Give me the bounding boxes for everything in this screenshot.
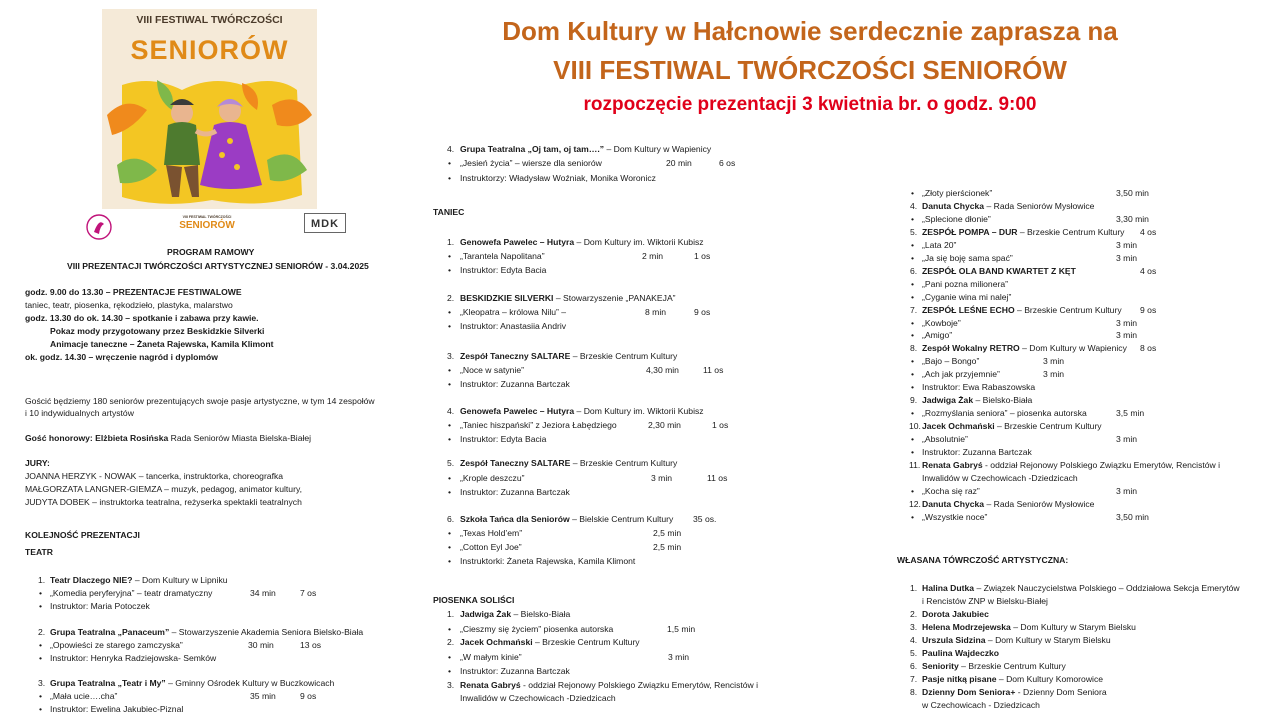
- taniec-item-work: „Cotton Eyl Joe”: [460, 542, 522, 552]
- right-item-work: „Lata 20”: [922, 240, 957, 250]
- schedule-line-3: godz. 13.30 do ok. 14.30 – spotkanie i zabawa przy kawie.: [25, 313, 259, 323]
- taniec-item-instructor: Instruktor: Anastasiia Andriv: [460, 321, 567, 331]
- right-item-org: – Bielsko-Biała: [973, 395, 1033, 405]
- teatr-item-org: – Dom Kultury w Lipniku: [132, 575, 228, 585]
- right-item-number: 9.: [910, 395, 918, 405]
- wlasna-item-name: Dzienny Dom Seniora+: [922, 687, 1016, 697]
- right-item-time: 3 min: [1116, 253, 1138, 263]
- taniec-item-1: [460, 236, 704, 249]
- bullet: •: [39, 601, 43, 611]
- taniec-item-instructor: Instruktor: Edyta Bacia: [460, 265, 547, 275]
- taniec-item-work: „Noce w satynie”: [460, 365, 524, 375]
- right-item-org: – Rada Seniorów Mysłowice: [984, 499, 1095, 509]
- bullet: •: [448, 487, 452, 497]
- bullet: •: [911, 330, 915, 340]
- taniec-item-people: 1 os: [712, 420, 729, 430]
- right-item-people: 9 os: [1140, 305, 1157, 315]
- wlasna-item-org: – Dom Kultury Komorowice: [996, 674, 1104, 684]
- taniec-item-people: 9 os: [694, 307, 711, 317]
- teatr-item-1-number: 1.: [38, 575, 46, 585]
- bullet: •: [39, 653, 43, 663]
- piosenka-item-org-cont: Inwalidów w Czechowicach -Dziedzicach: [460, 693, 616, 703]
- right-item: [922, 226, 1124, 239]
- wlasna-item-org: - Dzienny Dom Seniora: [1015, 687, 1107, 697]
- teatr-item-time: 34 min: [250, 588, 276, 598]
- right-item-number: 5.: [910, 227, 918, 237]
- right-item-org: – Brzeskie Centrum Kultury: [994, 421, 1102, 431]
- right-item-work: „Wszystkie noce”: [922, 512, 988, 522]
- right-item-work: „Kowboje”: [922, 318, 961, 328]
- jury-member: JOANNA HERZYK - NOWAK – tancerka, instruktorka, choreografka: [25, 471, 284, 481]
- wlasna-item-number: 1.: [910, 583, 918, 593]
- piosenka-item-3-number: 3.: [447, 680, 455, 690]
- taniec-item-name: Zespół Taneczny SALTARE: [460, 351, 571, 361]
- right-item-work: „Złoty pierścionek”: [922, 188, 993, 198]
- piosenka-item-org: – Brzeskie Centrum Kultury: [532, 637, 640, 647]
- bullet: •: [911, 188, 915, 198]
- taniec-item-1-number: 1.: [447, 237, 455, 247]
- wlasna-item-name: Urszula Sidzina: [922, 635, 986, 645]
- festival-poster: [102, 9, 317, 209]
- taniec-item-work: „Tarantela Napolitana”: [460, 251, 545, 261]
- wlasna-item-number: 6.: [910, 661, 918, 671]
- wlasna-item: [922, 686, 1107, 699]
- teatr-item-2: [50, 626, 363, 639]
- wlasna-item-name: Halina Dutka: [922, 583, 975, 593]
- honor-guest-name: Gość honorowy: Elżbieta Rosińska: [25, 433, 169, 443]
- taniec-item-6-number: 6.: [447, 514, 455, 524]
- teatr-item-time: 30 min: [248, 640, 274, 650]
- right-item-time: 3 min: [1116, 330, 1138, 340]
- taniec-item-5: [460, 457, 677, 470]
- teatr-item-3: [50, 677, 334, 690]
- taniec-item-org: – Dom Kultury im. Wiktorii Kubisz: [574, 406, 704, 416]
- piosenka-title: PIOSENKA SOLIŚCI: [433, 595, 515, 605]
- mdk-logo-text: MDK: [310, 218, 340, 230]
- right-item: [922, 394, 1032, 407]
- wlasna-item-org: – Dom Kultury w Starym Bielsku: [985, 635, 1111, 645]
- right-item-work: „Rozmyślania seniora” – piosenka autorska: [922, 408, 1087, 418]
- piosenka-item-time: 1,5 min: [667, 624, 696, 634]
- right-item-name: Danuta Chycka: [922, 201, 985, 211]
- teatr-item-time: 35 min: [250, 691, 276, 701]
- wlasna-item-name: Paulina Wajdeczko: [922, 648, 1000, 658]
- schedule-line-5: Animacje taneczne – Żaneta Rajewska, Kamila Klimont: [50, 339, 274, 349]
- right-item-number: 10.: [909, 421, 921, 431]
- right-item: [922, 459, 1220, 472]
- right-item-people: 8 os: [1140, 343, 1157, 353]
- wlasna-item-org-cont: w Czechowicach - Dziedzicach: [922, 700, 1040, 710]
- right-item: [922, 342, 1127, 355]
- right-item-work: Instruktor: Zuzanna Bartczak: [922, 447, 1032, 457]
- teatr-item-name: Grupa Teatralna „Panaceum”: [50, 627, 170, 637]
- taniec-item-people: 1 os: [694, 251, 711, 261]
- poster-top-text: VIII FESTIWAL TWÓRCZOŚCI: [136, 14, 283, 26]
- wlasna-item-number: 4.: [910, 635, 918, 645]
- right-item-org: – Brzeskie Centrum Kultury: [1014, 305, 1122, 315]
- teatr-item-time: 20 min: [666, 158, 692, 168]
- bullet: •: [911, 434, 915, 444]
- bullet: •: [911, 447, 915, 457]
- taniec-item-time: 4,30 min: [646, 365, 679, 375]
- taniec-item-time: 3 min: [651, 473, 673, 483]
- bullet: •: [448, 158, 452, 168]
- bullet: •: [448, 265, 452, 275]
- taniec-item-4: [460, 405, 704, 418]
- bullet: •: [911, 486, 915, 496]
- teatr-item-instructor: Instruktor: Maria Potoczek: [50, 601, 150, 611]
- wlasna-item-number: 2.: [910, 609, 918, 619]
- teatr-item-instructor: Instruktor: Henryka Radziejowska- Semków: [50, 653, 217, 663]
- bullet: •: [911, 369, 915, 379]
- mdk-logo: [304, 213, 346, 233]
- right-item-time: 3,50 min: [1116, 512, 1149, 522]
- bullet: •: [911, 382, 915, 392]
- bullet: •: [911, 318, 915, 328]
- teatr-item-instructor: Instruktorzy: Władysław Woźniak, Monika Woronicz: [460, 173, 656, 183]
- teatr-item-people: 7 os: [300, 588, 317, 598]
- right-item: [922, 420, 1102, 433]
- bullet: •: [39, 640, 43, 650]
- bullet: •: [39, 588, 43, 598]
- guests-line-1: Gościć będziemy 180 seniorów prezentujących swoje pasje artystyczne, w tym 14 zespołów: [25, 396, 375, 406]
- taniec-item-instructor: Instruktorki: Żaneta Rajewska, Kamila Klimont: [460, 556, 636, 566]
- right-item-time: 3,30 min: [1116, 214, 1149, 224]
- right-item-org: – Brzeskie Centrum Kultury: [1017, 227, 1125, 237]
- teatr-item-2-number: 2.: [38, 627, 46, 637]
- right-item-name: ZESPÓŁ LEŚNE ECHO: [922, 305, 1015, 315]
- bullet: •: [39, 704, 43, 714]
- wlasna-item-number: 5.: [910, 648, 918, 658]
- taniec-item-name: Genowefa Pawelec – Hutyra: [460, 237, 575, 247]
- taniec-item-time: 2 min: [642, 251, 664, 261]
- taniec-item-time: 2,5 min: [653, 542, 682, 552]
- right-item: [922, 200, 1094, 213]
- taniec-item-name: Zespół Taneczny SALTARE: [460, 458, 571, 468]
- bullet: •: [448, 251, 452, 261]
- piosenka-item-work: „Cieszmy się życiem” piosenka autorska: [460, 624, 614, 634]
- poster-big-text: SENIORÓW: [130, 35, 289, 65]
- teatr-item-people: 13 os: [300, 640, 322, 650]
- wlasna-item-name: Pasje nitką pisane: [922, 674, 997, 684]
- bullet: •: [448, 556, 452, 566]
- wlasna-item: [922, 634, 1111, 647]
- wlasna-item: [922, 647, 999, 660]
- schedule-line-6: ok. godz. 14.30 – wręczenie nagród i dyplomów: [25, 352, 218, 362]
- bullet: •: [448, 434, 452, 444]
- right-item-number: 4.: [910, 201, 918, 211]
- right-item-time: 3 min: [1043, 356, 1065, 366]
- bullet: •: [911, 240, 915, 250]
- bullet: •: [448, 652, 452, 662]
- right-item-time: 3 min: [1043, 369, 1065, 379]
- taniec-item-work: „Krople deszczu”: [460, 473, 525, 483]
- wlasna-item-number: 7.: [910, 674, 918, 684]
- piosenka-item-name: Jacek Ochmański: [460, 637, 533, 647]
- teatr-item-work: „Mała ucie….cha”: [50, 691, 118, 701]
- taniec-item-org: – Brzeskie Centrum Kultury: [570, 458, 678, 468]
- guests-line-2: i 10 indywidualnych artystów: [25, 408, 134, 418]
- order-title: KOLEJNOŚĆ PREZENTACJI: [25, 530, 140, 540]
- bullet: •: [911, 214, 915, 224]
- right-item-time: 3,5 min: [1116, 408, 1145, 418]
- right-item: [922, 265, 1076, 278]
- wlasna-item-name: Helena Modrzejewska: [922, 622, 1011, 632]
- taniec-item-time: 2,5 min: [653, 528, 682, 538]
- poster-illustration: [102, 75, 317, 209]
- header-line-2: VIII FESTIWAL TWÓRCZOŚCI SENIORÓW: [553, 55, 1067, 85]
- wlasna-title: WŁASANA TÓWRCZOŚĆ ARTYSTYCZNA:: [897, 555, 1069, 565]
- teatr-item-instructor: Instruktor: Ewelina Jakubiec-Piznal: [50, 704, 184, 714]
- wlasna-item-org: – Brzeskie Centrum Kultury: [958, 661, 1066, 671]
- right-item-work: „Ach jak przyjemnie”: [922, 369, 1000, 379]
- bullet: •: [448, 307, 452, 317]
- program-title: PROGRAM RAMOWY: [167, 247, 255, 257]
- piosenka-item-2-number: 2.: [447, 637, 455, 647]
- right-item: [922, 304, 1122, 317]
- taniec-item-4-number: 4.: [447, 406, 455, 416]
- honor-guest-org: Rada Seniorów Miasta Bielska-Białej: [168, 433, 312, 443]
- teatr-item-people: 6 os: [719, 158, 736, 168]
- wlasna-item-number: 3.: [910, 622, 918, 632]
- bullet: •: [911, 512, 915, 522]
- right-item-name: Danuta Chycka: [922, 499, 985, 509]
- teatr-item-work: „Jesień życia” – wiersze dla seniorów: [460, 158, 602, 168]
- bullet: •: [448, 473, 452, 483]
- piosenka-item-name: Jadwiga Żak: [460, 609, 512, 619]
- wlasna-item-org: – Związek Nauczycielstwa Polskiego – Oddziałowa Sekcja Emerytów: [974, 583, 1240, 593]
- wlasna-item-number: 8.: [910, 687, 918, 697]
- taniec-title: TANIEC: [433, 207, 465, 217]
- bullet: •: [448, 365, 452, 375]
- taniec-item-people: 35 os.: [693, 514, 717, 524]
- bullet: •: [911, 408, 915, 418]
- right-item-number: 11.: [909, 460, 921, 470]
- right-item: [922, 498, 1094, 511]
- jury-member: MAŁGORZATA LANGNER-GIEMZA – muzyk, pedagog, animator kultury,: [25, 484, 302, 494]
- header-line-3: rozpoczęcie prezentacji 3 kwietnia br. o godz. 9:00: [583, 94, 1037, 115]
- right-item-number: 6.: [910, 266, 918, 276]
- header-line-1: Dom Kultury w Hałcnowie serdecznie zaprasza na: [502, 16, 1118, 46]
- right-item-name: ZESPÓŁ POMPA – DUR: [922, 227, 1018, 237]
- taniec-item-2-number: 2.: [447, 293, 455, 303]
- piosenka-item-time: 3 min: [668, 652, 690, 662]
- taniec-item-work: „Texas Hold’em”: [460, 528, 523, 538]
- taniec-item-org: – Bielskie Centrum Kultury: [569, 514, 674, 524]
- taniec-item-org: – Brzeskie Centrum Kultury: [570, 351, 678, 361]
- right-item-number: 12.: [909, 499, 921, 509]
- right-item-name: Jadwiga Żak: [922, 395, 974, 405]
- bullet: •: [911, 279, 915, 289]
- honor-guest: [25, 432, 311, 445]
- schedule-line-1: godz. 9.00 do 13.30 – PREZENTACJE FESTIWALOWE: [25, 287, 242, 297]
- right-item-work: Instruktor: Ewa Rabaszowska: [922, 382, 1036, 392]
- right-item-work: „Cyganie wina mi nalej”: [922, 292, 1012, 302]
- bullet: •: [448, 624, 452, 634]
- small-festival-logo: [172, 215, 242, 232]
- taniec-item-people: 11 os: [703, 365, 724, 375]
- schedule-line-2: taniec, teatr, piosenka, rękodzieło, plastyka, malarstwo: [25, 300, 233, 310]
- teatr-item-work: „Komedia peryferyjna” – teatr dramatyczny: [50, 588, 213, 598]
- bullet: •: [911, 253, 915, 263]
- bullet: •: [448, 321, 452, 331]
- right-item-org: – Dom Kultury w Wapienicy: [1019, 343, 1127, 353]
- right-item-work: „Kocha się raz”: [922, 486, 980, 496]
- right-item-work: „Pani pozna milionera”: [922, 279, 1008, 289]
- bullet: •: [448, 528, 452, 538]
- wlasna-item-org: – Dom Kultury w Starym Bielsku: [1010, 622, 1136, 632]
- taniec-item-work: „Taniec hiszpański” z Jeziora Łabędziego: [460, 420, 617, 430]
- taniec-item-time: 2,30 min: [648, 420, 681, 430]
- piosenka-item-org: – Bielsko-Biała: [511, 609, 571, 619]
- bullet: •: [448, 173, 452, 183]
- teatr-item-name: Grupa Teatralna „Oj tam, oj tam….”: [460, 144, 605, 154]
- teatr-item-4: [460, 143, 711, 156]
- bullet: •: [448, 420, 452, 430]
- taniec-item-3-number: 3.: [447, 351, 455, 361]
- bullet: •: [448, 542, 452, 552]
- bullet: •: [911, 292, 915, 302]
- small-festival-logo-top: VIII FESTIWAL TWÓRCZOŚCI: [182, 215, 232, 219]
- wlasna-item: [922, 660, 1066, 673]
- right-item-name: Renata Gabryś: [922, 460, 983, 470]
- taniec-item-name: Genowefa Pawelec – Hutyra: [460, 406, 575, 416]
- taniec-item-time: 8 min: [645, 307, 667, 317]
- taniec-item-5-number: 5.: [447, 458, 455, 468]
- bullet: •: [39, 691, 43, 701]
- right-item-name: Zespół Wokalny RETRO: [922, 343, 1020, 353]
- taniec-item-instructor: Instruktor: Zuzanna Bartczak: [460, 379, 570, 389]
- jury-title: JURY:: [25, 458, 50, 468]
- right-item-number: 7.: [910, 305, 918, 315]
- right-item-org: - oddział Rejonowy Polskiego Związku Emerytów, Rencistów i: [982, 460, 1221, 470]
- taniec-item-org: – Dom Kultury im. Wiktorii Kubisz: [574, 237, 704, 247]
- right-item-number: 8.: [910, 343, 918, 353]
- teatr-item-work: „Opowieści ze starego zamczyska”: [50, 640, 183, 650]
- taniec-item-people: 11 os: [707, 473, 728, 483]
- taniec-item-3: [460, 350, 677, 363]
- club-logo-icon: [84, 212, 118, 242]
- piosenka-item-1-number: 1.: [447, 609, 455, 619]
- wlasna-item: [922, 608, 989, 621]
- teatr-item-name: Teatr Dlaczego NIE?: [50, 575, 133, 585]
- taniec-item-work: „Kleopatra – królowa Nilu” –: [460, 307, 567, 317]
- teatr-item-org: – Dom Kultury w Wapienicy: [604, 144, 712, 154]
- bullet: •: [448, 666, 452, 676]
- right-item-people: 4 os: [1140, 227, 1157, 237]
- teatr-item-name: Grupa Teatralna „Teatr i My”: [50, 678, 166, 688]
- piosenka-item-2: [460, 636, 640, 649]
- teatr-item-people: 9 os: [300, 691, 317, 701]
- taniec-item-instructor: Instruktor: Zuzanna Bartczak: [460, 487, 570, 497]
- taniec-item-2: [460, 292, 676, 305]
- teatr-item-1: [50, 574, 228, 587]
- taniec-item-name: Szkoła Tańca dla Seniorów: [460, 514, 570, 524]
- piosenka-item-name: Renata Gabryś: [460, 680, 521, 690]
- teatr-item-org: – Gminny Ośrodek Kultury w Buczkowicach: [165, 678, 335, 688]
- piosenka-item-1: [460, 608, 570, 621]
- taniec-item-instructor: Instruktor: Edyta Bacia: [460, 434, 547, 444]
- wlasna-item-name: Seniority: [922, 661, 959, 671]
- right-item-people: 4 os: [1140, 266, 1157, 276]
- taniec-item-org: – Stowarzyszenie „PANAKEJA”: [553, 293, 676, 303]
- teatr-item-4-number: 4.: [447, 144, 455, 154]
- piosenka-item-3: [460, 679, 758, 692]
- right-item-time: 3 min: [1116, 318, 1138, 328]
- wlasna-item-org-cont: i Rencistów ZNP w Bielsku-Białej: [922, 596, 1048, 606]
- wlasna-item: [922, 582, 1240, 595]
- right-item-work: „Ja się boję sama spać”: [922, 253, 1013, 263]
- wlasna-item-name: Dorota Jakubiec: [922, 609, 989, 619]
- right-item-time: 3 min: [1116, 434, 1138, 444]
- wlasna-item: [922, 673, 1103, 686]
- piosenka-item-instructor: Instruktor: Zuzanna Bartczak: [460, 666, 570, 676]
- right-item-org-cont: Inwalidów w Czechowicach -Dziedzicach: [922, 473, 1078, 483]
- piosenka-item-org: - oddział Rejonowy Polskiego Związku Emerytów, Rencistów i: [520, 680, 759, 690]
- bullet: •: [448, 379, 452, 389]
- bullet: •: [911, 356, 915, 366]
- taniec-item-name: BESKIDZKIE SILVERKI: [460, 293, 554, 303]
- right-item-time: 3,50 min: [1116, 188, 1149, 198]
- right-item-work: „Bajo – Bongo”: [922, 356, 980, 366]
- right-item-org: – Rada Seniorów Mysłowice: [984, 201, 1095, 211]
- small-festival-logo-big: SENIORÓW: [179, 220, 235, 231]
- schedule-line-4: Pokaz mody przygotowany przez Beskidzkie Silverki: [50, 326, 265, 336]
- teatr-item-3-number: 3.: [38, 678, 46, 688]
- jury-member: JUDYTA DOBEK – instruktorka teatralna, reżyserka spektakli teatralnych: [25, 497, 302, 507]
- right-item-time: 3 min: [1116, 486, 1138, 496]
- teatr-item-org: – Stowarzyszenie Akademia Seniora Bielsko-Biała: [169, 627, 364, 637]
- piosenka-item-work: „W małym kinie”: [460, 652, 522, 662]
- taniec-item-6: [460, 513, 673, 526]
- right-item-time: 3 min: [1116, 240, 1138, 250]
- right-item-name: Jacek Ochmański: [922, 421, 995, 431]
- right-item-work: „Absolutnie”: [922, 434, 968, 444]
- wlasna-item: [922, 621, 1136, 634]
- teatr-title: TEATR: [25, 547, 54, 557]
- right-item-work: „Splecione dłonie”: [922, 214, 991, 224]
- right-item-name: ZESPÓŁ OLA BAND KWARTET Z KĘT: [922, 266, 1076, 276]
- program-subtitle: VIII PREZENTACJI TWÓRCZOŚCI ARTYSTYCZNEJ SENIORÓW - 3.04.2025: [67, 261, 369, 271]
- right-item-work: „Amigo”: [922, 330, 953, 340]
